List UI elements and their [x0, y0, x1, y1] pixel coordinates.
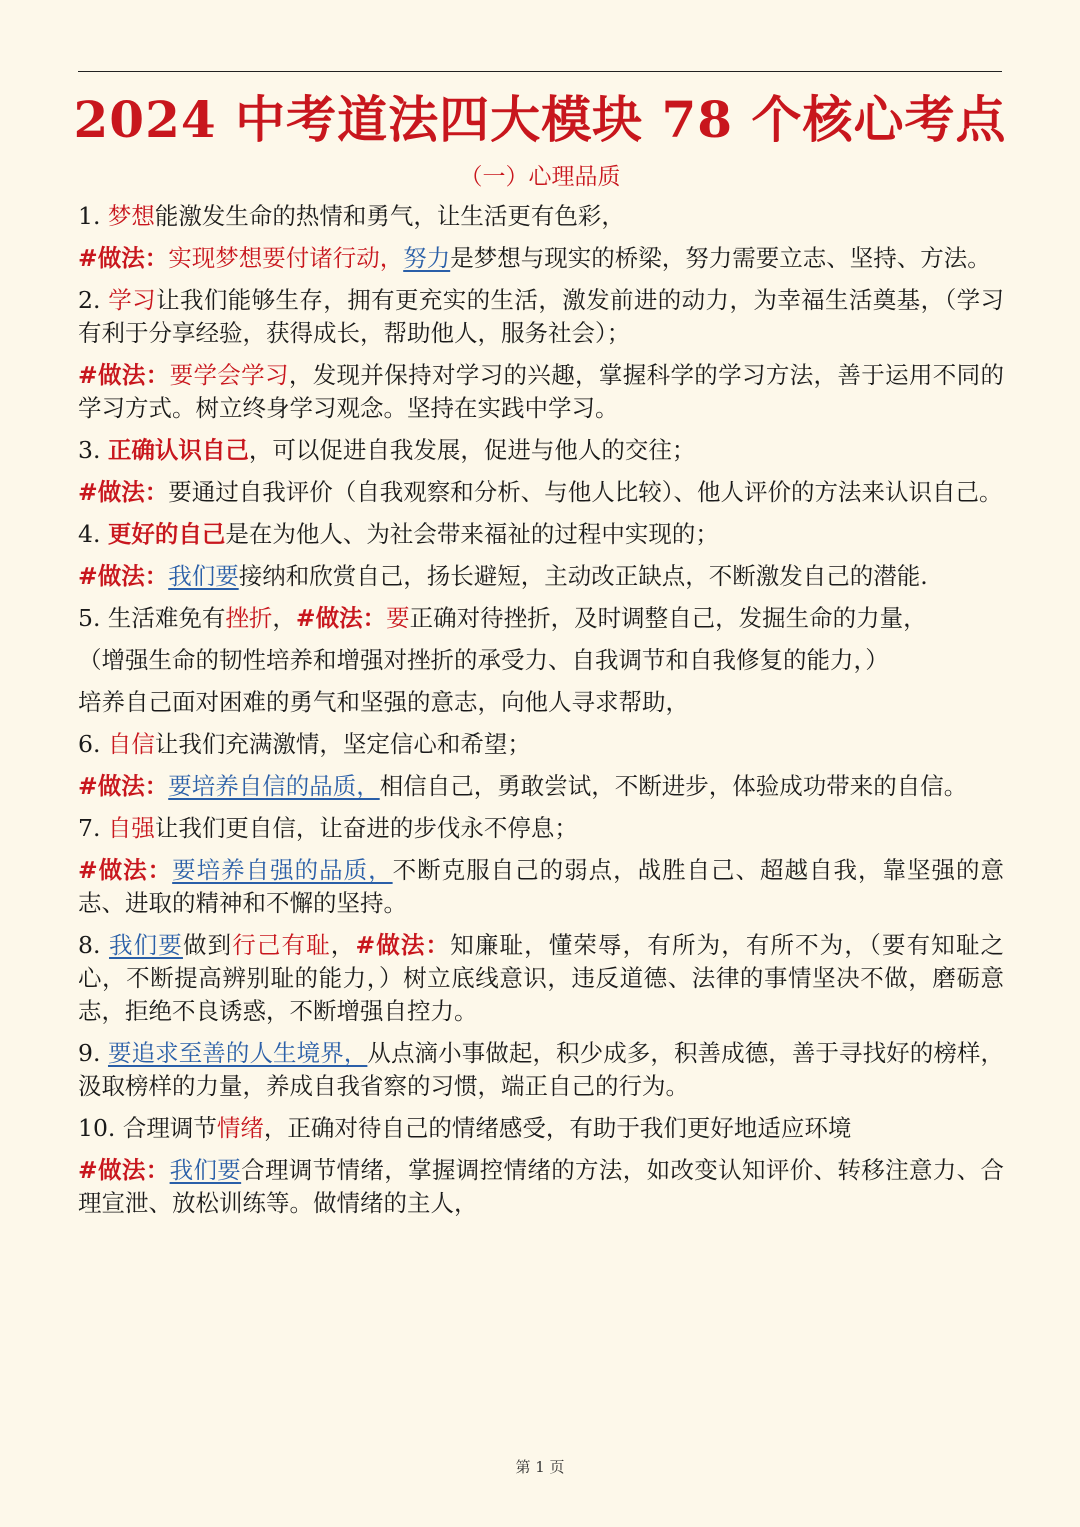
point-5: 5. 生活难免有挫折，#做法：要正确对待挫折，及时调整自己，发掘生命的力量，: [78, 604, 927, 632]
underlined-term: 努力: [403, 244, 451, 272]
point-2: 2. 学习让我们能够生存，拥有更充实的生活，激发前进的动力，为幸福生活奠基，（学习有利于分享经验，获得成长，帮助他人，服务社会）；: [78, 286, 1004, 347]
point-3: 3. 正确认识自己，可以促进自我发展，促进与他人的交往；: [78, 436, 696, 464]
keyword: 情绪: [216, 1114, 264, 1142]
page-number: 第 1 页: [515, 1458, 565, 1476]
method-6: #做法：要培养自信的品质，相信自己，勇敢尝试，不断进步，体验成功带来的自信。: [78, 772, 968, 800]
method-label: #做法：: [78, 244, 169, 272]
method-label: #做法：: [78, 562, 169, 590]
point-7: 7. 自强让我们更自信，让奋进的步伐永不停息；: [78, 814, 578, 842]
method-10: #做法：我们要合理调节情绪，掌握调控情绪的方法，如改变认知评价、转移注意力、合理宣泄、放松训练等。做情绪的主人，: [78, 1156, 1005, 1217]
point-10: 10. 合理调节情绪，正确对待自己的情绪感受，有助于我们更好地适应环境: [78, 1114, 852, 1142]
point-8: 8. 我们要做到行己有耻，#做法：知廉耻，懂荣辱，有所为，有所不为，（要有知耻之心，不断提高辨别耻的能力，）树立底线意识，违反道德、法律的事情坚决不做，磨砺意志，拒绝不良诱惑，不断增强自控力。: [78, 931, 1004, 1025]
method-1: #做法：实现梦想要付诸行动，努力是梦想与现实的桥梁，努力需要立志、坚持、方法。: [78, 244, 991, 272]
method-7: #做法：要培养自强的品质，不断克服自己的弱点，战胜自己、超越自我，靠坚强的意志、进取的精神和不懈的坚持。: [78, 856, 1004, 917]
page-title: 2024 中考道法四大模块 78 个核心考点: [73, 90, 1007, 149]
point-4: 4. 更好的自己是在为他人、为社会带来福祉的过程中实现的；: [78, 520, 719, 548]
method-3: #做法：要通过自我评价（自我观察和分析、与他人比较）、他人评价的方法来认识自己。: [78, 478, 1003, 506]
method-label: #做法：: [78, 361, 170, 389]
method-4: #做法：我们要接纳和欣赏自己，扬长避短，主动改正缺点，不断激发自己的潜能.: [78, 562, 928, 590]
method-label: #做法：: [78, 478, 169, 506]
keyword: 自信: [107, 730, 155, 758]
keyword: 自强: [107, 814, 155, 842]
point-5-extra: 培养自己面对困难的勇气和坚强的意志，向他人寻求帮助，: [78, 688, 689, 716]
keyword: 挫折: [225, 604, 273, 632]
underlined-term: 要追求至善的人生境界，: [107, 1039, 368, 1067]
keyword: 正确认识自己: [107, 436, 249, 464]
method-label: #做法：: [78, 856, 173, 884]
method-label: #做法：: [78, 772, 169, 800]
keyword: 梦想: [107, 202, 155, 230]
content-body: [78, 200, 1004, 1229]
underlined-term: 我们要: [168, 562, 239, 590]
point-9: 9. 要追求至善的人生境界，从点滴小事做起，积少成多，积善成德，善于寻找好的榜样，汲取榜样的力量，养成自我省察的习惯，端正自己的行为。: [78, 1039, 1005, 1100]
keyword: 学习: [108, 286, 157, 314]
method-2: #做法：要学会学习，发现并保持对学习的兴趣，掌握科学的学习方法，善于运用不同的学习方式。树立终身学习观念。坚持在实践中学习。: [78, 361, 1004, 422]
point-6: 6. 自信让我们充满激情，坚定信心和希望；: [78, 730, 531, 758]
method-label: #做法：: [295, 604, 387, 632]
keyword: 行己有耻: [232, 931, 331, 959]
point-1: 1. 梦想能激发生命的热情和勇气，让生活更有色彩，: [78, 202, 625, 230]
underlined-term: 我们要: [109, 931, 183, 959]
method-label: #做法：: [78, 1156, 170, 1184]
underlined-term: 我们要: [169, 1156, 242, 1184]
underlined-term: 要培养自强的品质，: [172, 856, 393, 884]
keyword: 更好的自己: [107, 520, 226, 548]
section-heading: （一）心理品质: [459, 164, 621, 190]
point-5-detail: （增强生命的韧性培养和增强对挫折的承受力、自我调节和自我修复的能力，）: [78, 646, 889, 674]
top-rule: [78, 71, 1002, 72]
method-label: #做法：: [355, 931, 451, 959]
underlined-term: 要培养自信的品质，: [168, 772, 380, 800]
